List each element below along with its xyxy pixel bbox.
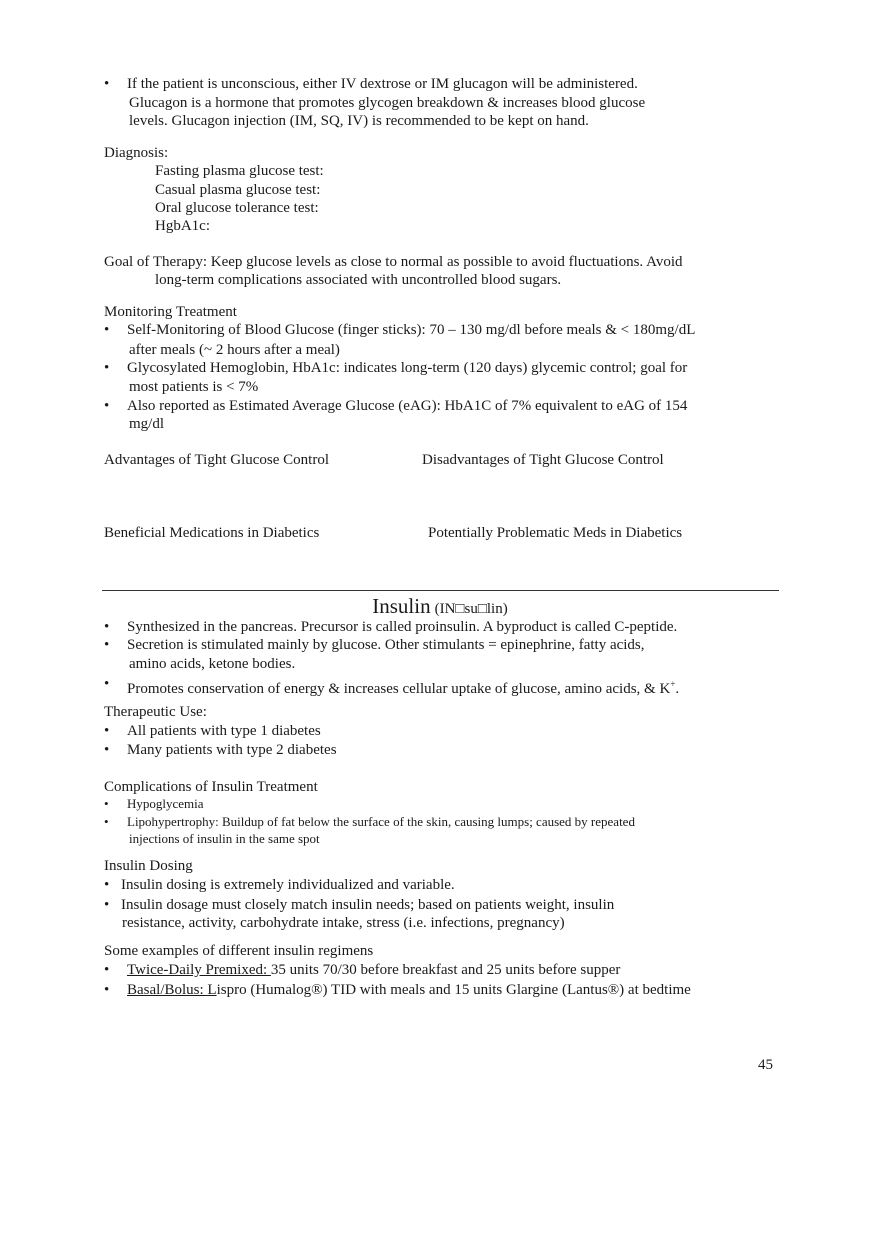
bullet-glyph: • (104, 982, 110, 998)
monitoring-line: Self-Monitoring of Blood Glucose (finger sticks): 70 – 130 mg/dl before meals & < 180mg/dL (127, 322, 696, 338)
regimen-item (127, 961, 620, 979)
bullet-glyph: • (104, 897, 110, 913)
dosing-heading: Insulin Dosing (104, 858, 193, 874)
insulin-line-text: Promotes conservation of energy & increases cellular uptake of glucose, amino acids, & K (127, 681, 671, 697)
page-number: 45 (758, 1057, 773, 1073)
beneficial-meds-heading: Beneficial Medications in Diabetics (104, 525, 320, 541)
dosing-line: Insulin dosage must closely match insulin needs; based on patients weight, insulin (121, 897, 615, 913)
monitoring-line: after meals (~ 2 hours after a meal) (129, 342, 340, 358)
sentence-period: . (675, 681, 680, 697)
insulin-line: amino acids, ketone bodies. (129, 656, 296, 672)
intro-line: levels. Glucagon injection (IM, SQ, IV) is recommended to be kept on hand. (129, 113, 589, 129)
dosing-line: resistance, activity, carbohydrate intake, stress (i.e. infections, pregnancy) (122, 915, 565, 931)
bullet-glyph: • (104, 398, 110, 414)
bullet-glyph: • (104, 742, 110, 758)
bullet-glyph: • (104, 962, 110, 978)
diagnosis-heading: Diagnosis: (104, 145, 169, 161)
complications-heading: Complications of Insulin Treatment (104, 779, 318, 795)
intro-line: Glucagon is a hormone that promotes glycogen breakdown & increases blood glucose (129, 95, 646, 111)
diagnosis-item: Fasting plasma glucose test: (155, 163, 324, 179)
bullet-glyph: • (104, 877, 110, 893)
complications-line: injections of insulin in the same spot (129, 831, 320, 846)
regimen-label: Twice-Daily Premixed: (127, 962, 271, 978)
insulin-line (127, 675, 679, 698)
section-divider (102, 590, 779, 591)
bullet-glyph: • (104, 76, 110, 92)
therapeutic-item: Many patients with type 2 diabetes (127, 742, 337, 758)
insulin-title-block (0, 594, 880, 618)
monitoring-line: mg/dl (129, 416, 165, 432)
bullet-glyph: • (104, 676, 110, 692)
therapeutic-item: All patients with type 1 diabetes (127, 723, 321, 739)
regimen-item (127, 981, 691, 999)
diagnosis-item: Casual plasma glucose test: (155, 182, 321, 198)
regimen-label: Basal/Bolus: L (127, 982, 217, 998)
monitoring-line: most patients is < 7% (129, 379, 259, 395)
regimens-heading: Some examples of different insulin regimens (104, 943, 374, 959)
bullet-glyph: • (104, 360, 110, 376)
potassium-superscript: + (670, 679, 676, 689)
monitoring-line: Glycosylated Hemoglobin, HbA1c: indicates long-term (120 days) glycemic control; goal for (127, 360, 688, 376)
bullet-glyph: • (104, 637, 110, 653)
problematic-meds-heading: Potentially Problematic Meds in Diabetics (428, 525, 683, 541)
bullet-glyph: • (104, 723, 110, 739)
bullet-glyph: • (104, 619, 110, 635)
bullet-glyph: • (104, 322, 110, 338)
dosing-line: Insulin dosing is extremely individualized and variable. (121, 877, 455, 893)
regimen-text: ispro (Humalog®) TID with meals and 15 units Glargine (Lantus®) at bedtime (216, 982, 691, 998)
insulin-line: Synthesized in the pancreas. Precursor is called proinsulin. A byproduct is called C-peptide. (127, 619, 678, 635)
therapeutic-heading: Therapeutic Use: (104, 704, 207, 720)
insulin-pronunciation: (IN□su□lin) (434, 601, 508, 617)
complications-line: Hypoglycemia (127, 796, 204, 811)
insulin-line: Secretion is stimulated mainly by glucose. Other stimulants = epinephrine, fatty acids, (127, 637, 645, 653)
bullet-glyph: • (104, 796, 109, 811)
diagnosis-item: Oral glucose tolerance test: (155, 200, 319, 216)
complications-line: Lipohypertrophy: Buildup of fat below the surface of the skin, causing lumps; caused by repeated (127, 814, 635, 829)
advantages-heading: Advantages of Tight Glucose Control (104, 452, 329, 468)
monitoring-heading: Monitoring Treatment (104, 304, 237, 320)
diagnosis-item: HgbA1c: (155, 218, 210, 234)
monitoring-line: Also reported as Estimated Average Glucose (eAG): HbA1C of 7% equivalent to eAG of 154 (127, 398, 688, 414)
intro-line: If the patient is unconscious, either IV dextrose or IM glucagon will be administered. (127, 76, 638, 92)
goal-line: long-term complications associated with uncontrolled blood sugars. (155, 272, 562, 288)
insulin-title: Insulin (372, 594, 431, 618)
disadvantages-heading: Disadvantages of Tight Glucose Control (422, 452, 664, 468)
goal-line: Goal of Therapy: Keep glucose levels as close to normal as possible to avoid fluctuations. Avoid (104, 254, 683, 270)
bullet-glyph: • (104, 814, 109, 829)
regimen-text: 35 units 70/30 before breakfast and 25 units before supper (270, 962, 621, 978)
